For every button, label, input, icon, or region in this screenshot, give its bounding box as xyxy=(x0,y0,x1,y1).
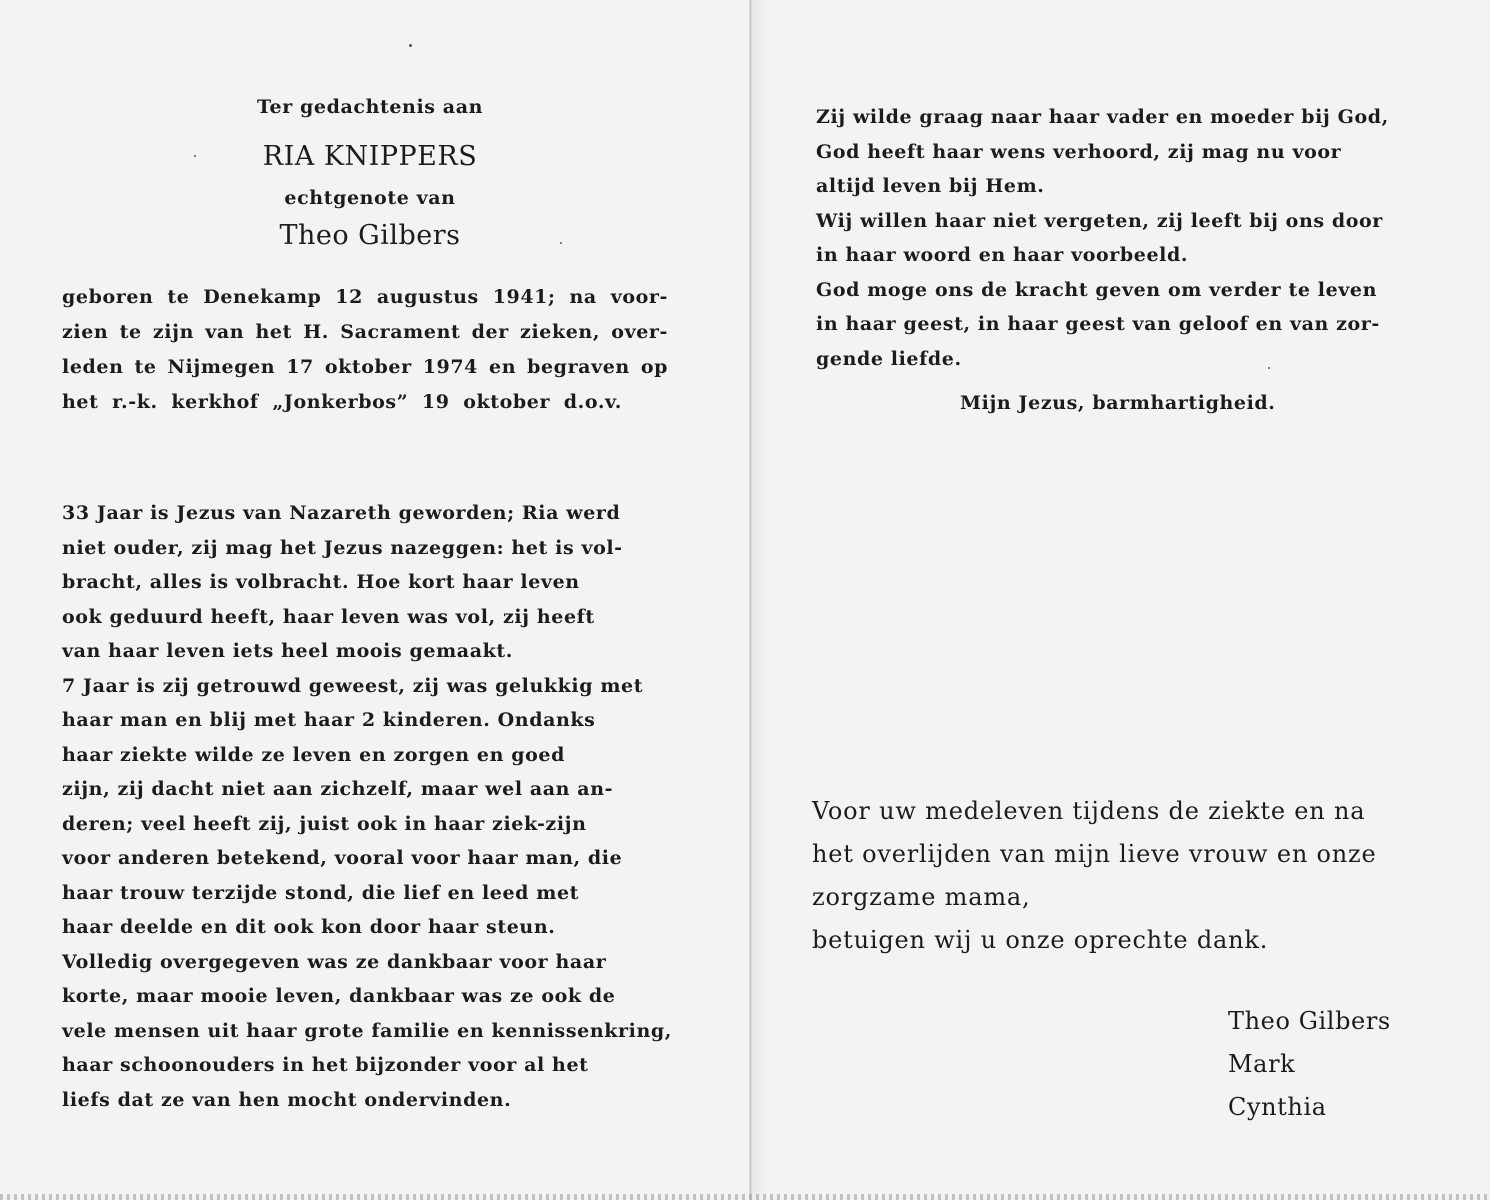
print-speck xyxy=(560,242,562,244)
text-line: 33 Jaar is Jezus van Nazareth geworden; Ria werd xyxy=(62,502,621,524)
perforated-edge xyxy=(0,1194,1490,1200)
text-line: bracht, alles is volbracht. Hoe kort haar leven xyxy=(62,571,580,593)
text-line: niet ouder, zij mag het Jezus nazeggen: het is vol- xyxy=(62,536,623,559)
text-line: korte, maar mooie leven, dankbaar was ze ook de xyxy=(62,985,616,1007)
text-line: haar deelde en dit ook kon door haar steun. xyxy=(62,916,556,938)
text-line: zijn, zij dacht niet aan zichzelf, maar wel aan an- xyxy=(62,778,614,800)
text-line: liefs dat ze van hen mocht ondervinden. xyxy=(62,1088,512,1111)
memorial-text xyxy=(62,496,672,1117)
text-line: haar trouw terzijde stond, die lief en leed met xyxy=(62,881,580,904)
prayer-line: in haar woord en haar voorbeeld. xyxy=(816,244,1189,266)
thanks-line: Voor uw medeleven tijdens de ziekte en na xyxy=(812,797,1366,825)
thanks-line: het overlijden van mijn lieve vrouw en onze xyxy=(812,840,1377,868)
text-line: van haar leven iets heel moois gemaakt. xyxy=(62,640,513,662)
prayer-text xyxy=(816,100,1389,376)
bio-line: geboren te Denekamp 12 augustus 1941; na voor- xyxy=(62,286,668,308)
thanks-message xyxy=(812,790,1376,962)
closing-prayer: Mijn Jezus, barmhartigheid. xyxy=(960,392,1276,414)
biography xyxy=(62,280,668,420)
fold-shadow xyxy=(752,0,766,1200)
thanks-line: zorgzame mama, xyxy=(812,883,1031,911)
prayer-line: Zij wilde graag naar haar vader en moeder bij God, xyxy=(816,106,1389,128)
signature-name: Theo Gilbers xyxy=(1228,1007,1391,1035)
text-line: haar ziekte wilde ze leven en zorgen en goed xyxy=(62,743,565,766)
prayer-line: in haar geest, in haar geest van geloof en van zor- xyxy=(816,313,1380,335)
prayer-line: God moge ons de kracht geven om verder te leven xyxy=(816,278,1377,301)
text-line: Volledig overgegeven was ze dankbaar voor haar xyxy=(62,950,607,973)
signature-name: Cynthia xyxy=(1228,1093,1327,1121)
signatures xyxy=(1228,1000,1391,1129)
thanks-line: betuigen wij u onze oprechte dank. xyxy=(812,926,1269,954)
text-line: ook geduurd heeft, haar leven was vol, zij heeft xyxy=(62,605,595,628)
prayer-line: altijd leven bij Hem. xyxy=(816,175,1045,197)
text-line: 7 Jaar is zij getrouwd geweest, zij was gelukkig met xyxy=(62,674,644,697)
text-line: deren; veel heeft zij, juist ook in haar ziek-zijn xyxy=(62,812,587,835)
text-line: haar man en blij met haar 2 kinderen. Ondanks xyxy=(62,709,596,731)
bio-line: zien te zijn van het H. Sacrament der zieken, over- xyxy=(62,321,668,343)
signature-name: Mark xyxy=(1228,1050,1296,1078)
intro-line: Ter gedachtenis aan xyxy=(256,96,484,118)
deceased-name: RIA KNIPPERS xyxy=(262,141,478,172)
spouse-name: Theo Gilbers xyxy=(279,220,461,251)
print-speck xyxy=(409,44,412,47)
prayer-line: Wij willen haar niet vergeten, zij leeft bij ons door xyxy=(816,209,1383,232)
bio-line: het r.-k. kerkhof „Jonkerbos” 19 oktober d.o.v. xyxy=(62,391,622,413)
print-speck xyxy=(194,155,196,157)
prayer-line: gende liefde. xyxy=(816,347,962,370)
prayer-line: God heeft haar wens verhoord, zij mag nu voor xyxy=(816,140,1342,163)
relation-line: echtgenote van xyxy=(284,187,456,209)
text-line: voor anderen betekend, vooral voor haar man, die xyxy=(62,847,623,869)
text-line: haar schoonouders in het bijzonder voor al het xyxy=(62,1054,589,1076)
bio-line: leden te Nijmegen 17 oktober 1974 en begraven op xyxy=(62,356,668,378)
text-line: vele mensen uit haar grote familie en kennissenkring, xyxy=(62,1019,672,1042)
